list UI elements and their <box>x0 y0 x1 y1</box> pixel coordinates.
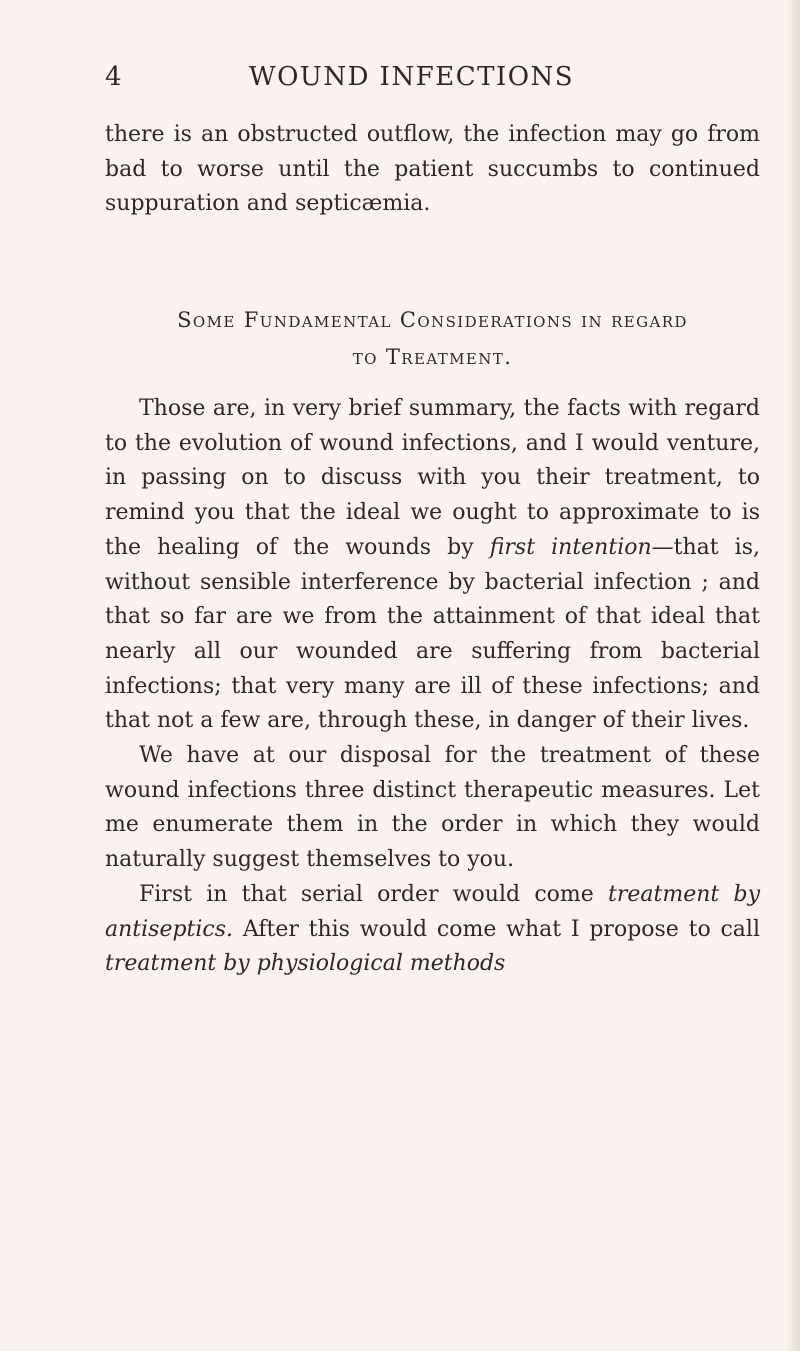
paragraph-1 <box>105 392 760 739</box>
paragraph-3-text-b: After this would come what I propose to call <box>233 916 760 942</box>
paragraph-3-italic-a: treatment by antiseptics. <box>105 881 760 942</box>
running-title: WOUND INFECTIONS <box>248 62 575 92</box>
running-head <box>105 62 718 98</box>
page-number: 4 <box>105 62 123 92</box>
paragraph-1-italic: first intention <box>489 534 652 560</box>
paragraph-3-italic-b: treatment by physiological methods <box>105 951 506 977</box>
paragraph-2: We have at our disposal for the treatment of these wound infections three distinct therapeutic measures. Let me enumerate them in the order in which they would naturally suggest themselves to you. <box>105 743 760 873</box>
section-heading-line-2: to Treatment. <box>352 345 513 369</box>
section-heading <box>105 302 760 376</box>
continuation-text <box>105 118 760 222</box>
paragraph-1-text-a: Those are, in very brief summary, the facts with regard to the evolution of wound infections, and I would venture, in passing on to discuss with you their treatment, to remind you that the ideal we ought to approximate to is the healing of the wounds by <box>105 396 760 560</box>
page-edge-shadow <box>786 0 800 1351</box>
continuation-paragraph: there is an obstructed outflow, the infection may go from bad to worse until the patient succumbs to continued suppuration and septicæmia. <box>105 122 760 217</box>
paragraph-3-text-a: First in that serial order would come <box>139 881 609 907</box>
section-heading-line-1: Some Fundamental Considerations in regard <box>177 308 688 332</box>
paragraph-1-text-b: —that is, without sensible interference by bacterial infection ; and that so far are we from the attainment of that ideal that nearly all our wounded are suffering from bacterial infections; that very many are ill of these infections; and that not a few are, through these, in danger of their lives. <box>105 534 760 734</box>
paragraph-3 <box>105 878 760 982</box>
body-text <box>105 392 760 982</box>
